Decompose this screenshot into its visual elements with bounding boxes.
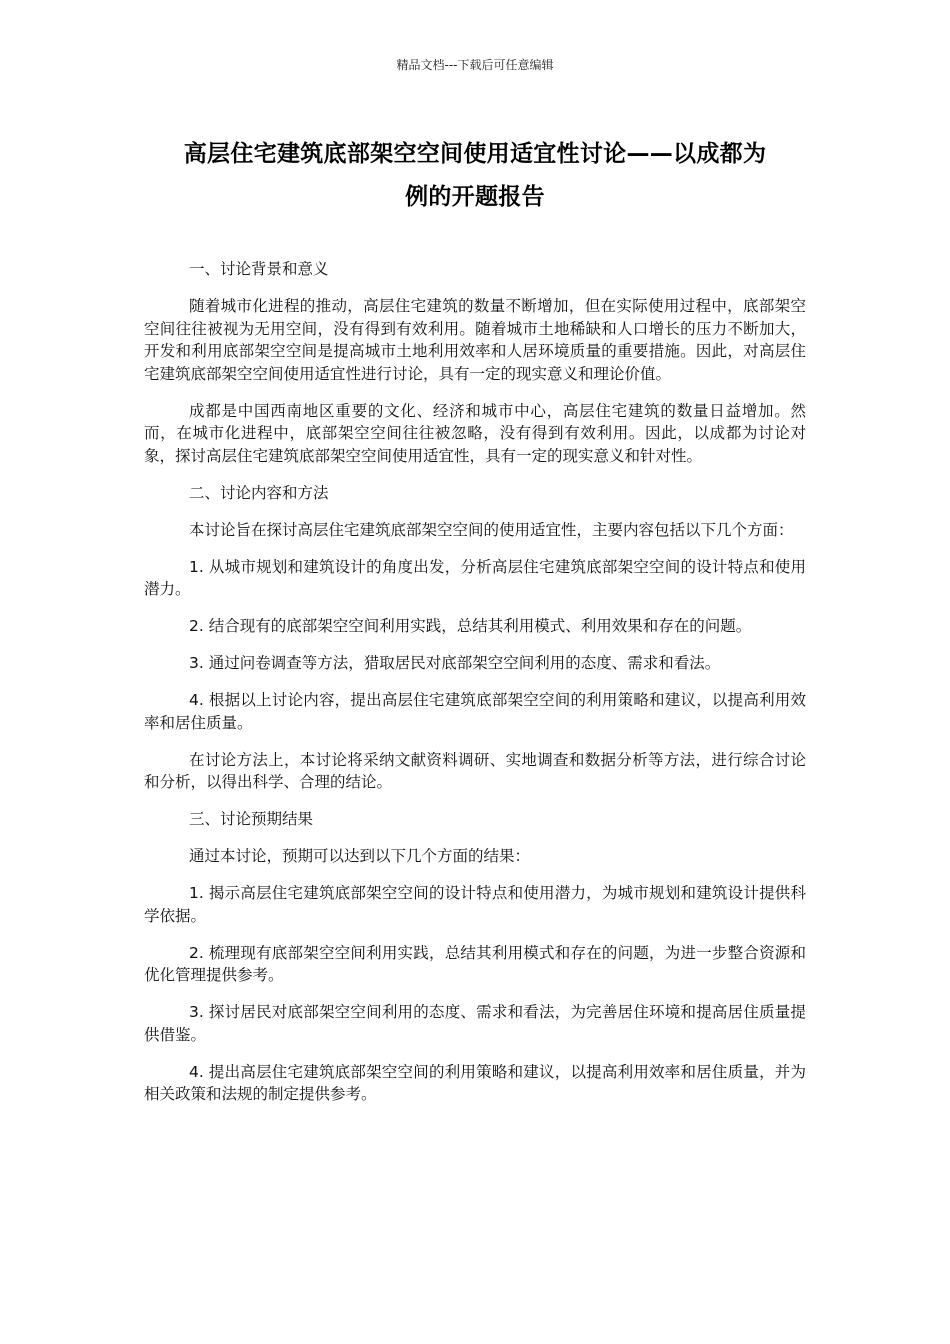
title-line-2: 例的开题报告	[405, 184, 545, 210]
list-item: 4. 提出高层住宅建筑底部架空空间的利用策略和建议，以提高利用效率和居住质量，并为相关政策和法规的制定提供参考。	[144, 1062, 806, 1103]
section-heading-results: 三、讨论预期结果	[189, 810, 314, 828]
list-item: 1. 从城市规划和建筑设计的角度出发，分析高层住宅建筑底部架空空间的设计特点和使用潜力。	[144, 557, 806, 598]
title-line-1: 高层住宅建筑底部架空空间使用适宜性讨论——以成都为	[183, 141, 767, 167]
list-item: 3. 探讨居民对底部架空空间利用的态度、需求和看法，为完善居住环境和提高居住质量提供借鉴。	[144, 1003, 806, 1044]
paragraph: 通过本讨论，预期可以达到以下几个方面的结果：	[189, 847, 531, 865]
running-header: 精品文档---下载后可任意编辑	[396, 58, 554, 72]
list-item: 1. 揭示高层住宅建筑底部架空空间的设计特点和使用潜力，为城市规划和建筑设计提供科学依据。	[144, 884, 806, 925]
paragraph: 成都是中国西南地区重要的文化、经济和城市中心，高层住宅建筑的数量日益增加。然而，在城市化进程中，底部架空空间往往被忽略，没有得到有效利用。因此，以成都为讨论对象，探讨高层住宅建筑底部架空空间使用适宜性，具有一定的现实意义和针对性。	[144, 401, 806, 465]
document-title	[145, 133, 805, 219]
document-body	[144, 258, 806, 1120]
paragraph: 随着城市化进程的推动，高层住宅建筑的数量不断增加，但在实际使用过程中，底部架空空间往往被视为无用空间，没有得到有效利用。随着城市土地稀缺和人口增长的压力不断加大，开发和利用底部架空空间是提高城市土地利用效率和人居环境质量的重要措施。因此，对高层住宅建筑底部架空空间使用适宜性进行讨论，具有一定的现实意义和理论价值。	[144, 297, 806, 383]
list-item: 4. 根据以上讨论内容，提出高层住宅建筑底部架空空间的利用策略和建议，以提高利用效率和居住质量。	[144, 691, 806, 732]
paragraph: 在讨论方法上，本讨论将采纳文献资料调研、实地调查和数据分析等方法，进行综合讨论和分析，以得出科学、合理的结论。	[144, 750, 806, 791]
list-item: 2. 梳理现有底部架空空间利用实践，总结其利用模式和存在的问题，为进一步整合资源和优化管理提供参考。	[144, 943, 806, 984]
list-item: 3. 通过问卷调查等方法，猎取居民对底部架空空间利用的态度、需求和看法。	[189, 654, 721, 672]
list-item: 2. 结合现有的底部架空空间利用实践，总结其利用模式、利用效果和存在的问题。	[189, 617, 752, 635]
section-heading-background: 一、讨论背景和意义	[189, 260, 329, 278]
section-heading-content: 二、讨论内容和方法	[189, 483, 329, 502]
paragraph: 本讨论旨在探讨高层住宅建筑底部架空空间的使用适宜性，主要内容包括以下几个方面：	[189, 520, 794, 539]
